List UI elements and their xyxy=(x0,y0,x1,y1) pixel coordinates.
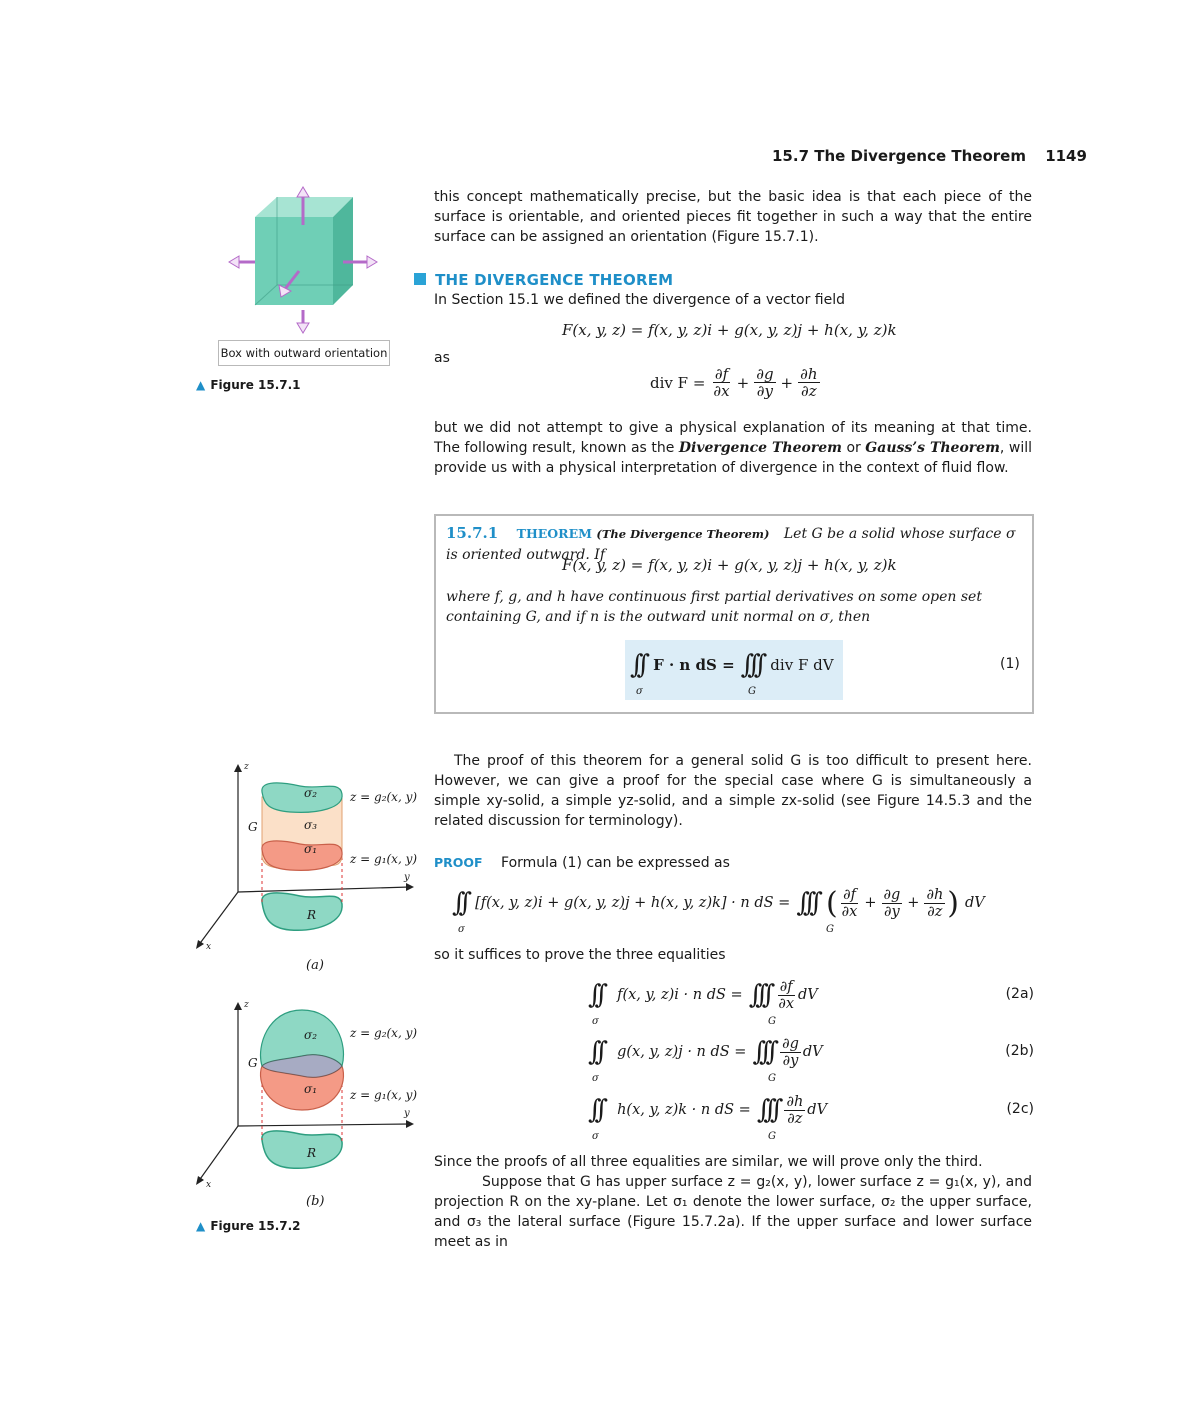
eq2a-sub-G: G xyxy=(768,1016,776,1027)
theorem-statement2: where f, g, and h have continuous first partial derivatives on some open set containing G, and if n is the outward unit normal on σ, then xyxy=(446,589,982,625)
eq2c-num: ∂h xyxy=(786,1093,804,1110)
fig2a-z: z xyxy=(244,762,249,772)
eq2a-lhs: f(x, y, z)i · n dS = xyxy=(617,987,743,1003)
div-lhs: div F = xyxy=(650,373,706,392)
eq2b-lhs: g(x, y, z)j · n dS = xyxy=(617,1044,747,1060)
fig2b-sigma1: σ₁ xyxy=(304,1082,318,1096)
proof-label: PROOF xyxy=(434,855,483,870)
triple-integral-icon: ∫∫∫ xyxy=(756,1095,777,1125)
div-den-y: ∂y xyxy=(756,382,773,400)
eq2a-label: (2a) xyxy=(1005,986,1034,1002)
eq2b-den: ∂y xyxy=(782,1052,799,1069)
section-title: THE DIVERGENCE THEOREM xyxy=(435,271,674,289)
equation-2c xyxy=(588,1087,1034,1141)
equation-2a xyxy=(588,972,1034,1026)
proof-intro: The proof of this theorem for a general solid G is too difficult to present here. However, we can give a proof for the special case where G is simultaneously a simple xy-solid, a simple yz-solid, and a simple zx-solid (see Figure 14.5.3 and the related discussion for terminology). xyxy=(434,753,1032,829)
div-num-h: ∂h xyxy=(800,365,818,383)
theorem-field: F(x, y, z) = f(x, y, z)i + g(x, y, z)j + h(x, y, z)k xyxy=(562,556,897,574)
big-num-f: ∂f xyxy=(843,886,856,903)
lower-surface xyxy=(262,841,342,870)
big-den-z: ∂z xyxy=(927,903,943,920)
theorem-eq-label: (1) xyxy=(1000,656,1020,672)
fig2a-upper: z = g₂(x, y) xyxy=(350,790,418,804)
figure-2-label-text: Figure 15.7.2 xyxy=(210,1219,301,1233)
div-den-x: ∂x xyxy=(713,382,730,400)
div-num-g: ∂g xyxy=(756,365,774,383)
triple-integral-icon: ∫∫∫ xyxy=(752,1037,773,1067)
theorem-eq-rhs: div F dV xyxy=(770,656,834,674)
fig2a-label: (a) xyxy=(306,958,324,973)
fig2b-z: z xyxy=(244,1000,249,1010)
eq2a-sub-sigma: σ xyxy=(592,1016,599,1027)
section-square-icon xyxy=(414,273,426,285)
theorem-sub-sigma: σ xyxy=(636,686,643,697)
figure-1-caption-box xyxy=(218,340,390,366)
triple-integral-icon: ∫∫∫ xyxy=(740,650,761,680)
figure-1-caption: Box with outward orientation xyxy=(220,346,388,360)
eq2c-label: (2c) xyxy=(1006,1101,1034,1117)
proof-text: Formula (1) can be expressed as xyxy=(501,855,730,871)
suppose-paragraph: Suppose that G has upper surface z = g₂(x, y), lower surface z = g₁(x, y), and projection R on the xy-plane. Let σ₁ denote the lower surface, σ₂ the upper surface, and σ₃ the lateral surface (Figure 15.7.2a). If the upper surface and lower surface meet as in xyxy=(434,1174,1032,1250)
fig2b-lower: z = g₁(x, y) xyxy=(350,1088,418,1102)
big-eq-dv: dV xyxy=(965,895,985,911)
div-eq: div F = $\frac{\partial f}{\partial x}$ + $\frac{\partial g}{\partial y}$ + $\frac{\partial h}{\partial z}$ xyxy=(650,365,818,400)
theorem-statement1: Let G be a solid whose surface σ is oriented outward. If xyxy=(446,526,1016,563)
div-den-z: ∂z xyxy=(801,382,817,400)
double-integral-icon: ∫∫ xyxy=(588,1037,602,1067)
double-integral-icon: ∫∫ xyxy=(588,1095,602,1125)
section-para2 xyxy=(434,418,1032,478)
big-eq-lhs: [f(x, y, z)i + g(x, y, z)j + h(x, y, z)k] · n dS = xyxy=(475,895,791,911)
big-sub-sigma: σ xyxy=(458,924,465,935)
para2-b: , will provide us with a physical interpretation of divergence in the context of fluid flow. xyxy=(434,440,1032,476)
fig2a-lower: z = g₁(x, y) xyxy=(350,852,418,866)
equation-2b xyxy=(588,1029,1034,1083)
as-word: as xyxy=(434,350,450,366)
fig2a-R: R xyxy=(307,908,317,922)
fig2b-y: y xyxy=(404,1108,410,1119)
fig2b-label: (b) xyxy=(306,1194,325,1209)
triangle-icon: ▲ xyxy=(196,1219,206,1233)
intro-paragraph: this concept mathematically precise, but the basic idea is that each piece of the surface is orientable, and oriented pieces fit together in such a way that the entire surface can be assigned an orientation (Figure 15.7.1). xyxy=(434,189,1032,245)
cube-front xyxy=(255,217,333,305)
eq2c-dv: dV xyxy=(807,1102,828,1118)
upper-surface xyxy=(262,783,342,812)
proof-big-equation: ∫∫ [f(x, y, z)i + g(x, y, z)j + h(x, y, z)k] · n dS = ∫∫∫ ( $\frac{\partial f}{\partial x}$ + $\frac{\partial g}{\partial y}$ + $\frac{\partial h}{\partial z}$ ) dV xyxy=(452,885,985,921)
big-den-y: ∂y xyxy=(884,903,900,920)
fig2b-sigma2: σ₂ xyxy=(304,1028,318,1042)
triple-integral-icon: ∫∫∫ xyxy=(748,980,769,1010)
eq2b-sub-sigma: σ xyxy=(592,1073,599,1084)
section-line1: In Section 15.1 we defined the divergence of a vector field xyxy=(434,292,845,308)
double-integral-icon: ∫∫ xyxy=(630,650,644,680)
big-den-x: ∂x xyxy=(841,903,858,920)
eq2c-sub-sigma: σ xyxy=(592,1131,599,1142)
fig2b-G: G xyxy=(248,1056,258,1070)
double-integral-icon: ∫∫ xyxy=(452,888,466,918)
fig2a-G: G xyxy=(248,820,258,834)
header-section: 15.7 The Divergence Theorem xyxy=(772,147,1026,165)
figure-1-label xyxy=(196,374,301,393)
fig2b-R: R xyxy=(307,1146,317,1160)
triangle-icon: ▲ xyxy=(196,378,206,392)
section-heading xyxy=(414,270,673,289)
eq2a-den: ∂x xyxy=(778,995,795,1012)
para2-or: or xyxy=(841,440,866,456)
eq2b-label: (2b) xyxy=(1005,1043,1034,1059)
region-r xyxy=(262,1131,342,1168)
theorem-equation xyxy=(630,642,834,688)
fig2a-x: x xyxy=(206,942,212,952)
theorem-kind: THEOREM xyxy=(516,526,592,541)
suffices-line: so it suffices to prove the three equalities xyxy=(434,947,726,963)
big-num-h: ∂h xyxy=(926,886,944,903)
fig2a-sigma3: σ₃ xyxy=(304,818,318,832)
eq2b-num: ∂g xyxy=(782,1035,799,1052)
theorem-name: (The Divergence Theorem) xyxy=(596,527,770,541)
eq2b-dv: dV xyxy=(802,1044,823,1060)
theorem-number: 15.7.1 xyxy=(446,524,499,542)
big-sub-G: G xyxy=(826,924,834,935)
theorem-sub-G: G xyxy=(748,686,756,697)
eq2b-sub-G: G xyxy=(768,1073,776,1084)
big-num-g: ∂g xyxy=(883,886,901,903)
para2-a: but we did not attempt to give a physical explanation of its meaning at that time. The following result, known as the xyxy=(434,420,1032,456)
div-num-f: ∂f xyxy=(714,365,729,383)
theorem-eq-lhs: F · n dS = xyxy=(653,656,735,674)
since-line: Since the proofs of all three equalities are similar, we will prove only the third. xyxy=(434,1154,983,1170)
para2-em-gauss: Gauss’s Theorem xyxy=(865,440,1000,456)
fig2a-y: y xyxy=(404,872,410,883)
triple-integral-icon: ∫∫∫ xyxy=(796,888,816,918)
fig2b-x: x xyxy=(206,1180,212,1190)
running-header xyxy=(772,147,1087,165)
figure-2-label xyxy=(196,1215,301,1234)
figure-1-label-text: Figure 15.7.1 xyxy=(210,378,301,392)
eq2c-sub-G: G xyxy=(768,1131,776,1142)
eq2c-den: ∂z xyxy=(787,1110,803,1127)
region-r xyxy=(262,893,342,930)
para2-em-divergence: Divergence Theorem xyxy=(678,440,842,456)
eq2a-num: ∂f xyxy=(779,978,793,995)
proof-line xyxy=(434,853,730,873)
vector-field-eq xyxy=(562,321,897,339)
eq2c-lhs: h(x, y, z)k · n dS = xyxy=(617,1102,751,1118)
fig2a-sigma1: σ₁ xyxy=(304,842,318,856)
fig2b-upper: z = g₂(x, y) xyxy=(350,1026,418,1040)
fig2a-sigma2: σ₂ xyxy=(304,786,318,800)
figure-15-7-1 xyxy=(225,185,385,335)
eq2a-dv: dV xyxy=(798,987,818,1003)
vector-field-text: F(x, y, z) = f(x, y, z)i + g(x, y, z)j + h(x, y, z)k xyxy=(562,321,897,339)
double-integral-icon: ∫∫ xyxy=(588,980,602,1010)
header-page: 1149 xyxy=(1045,147,1087,165)
